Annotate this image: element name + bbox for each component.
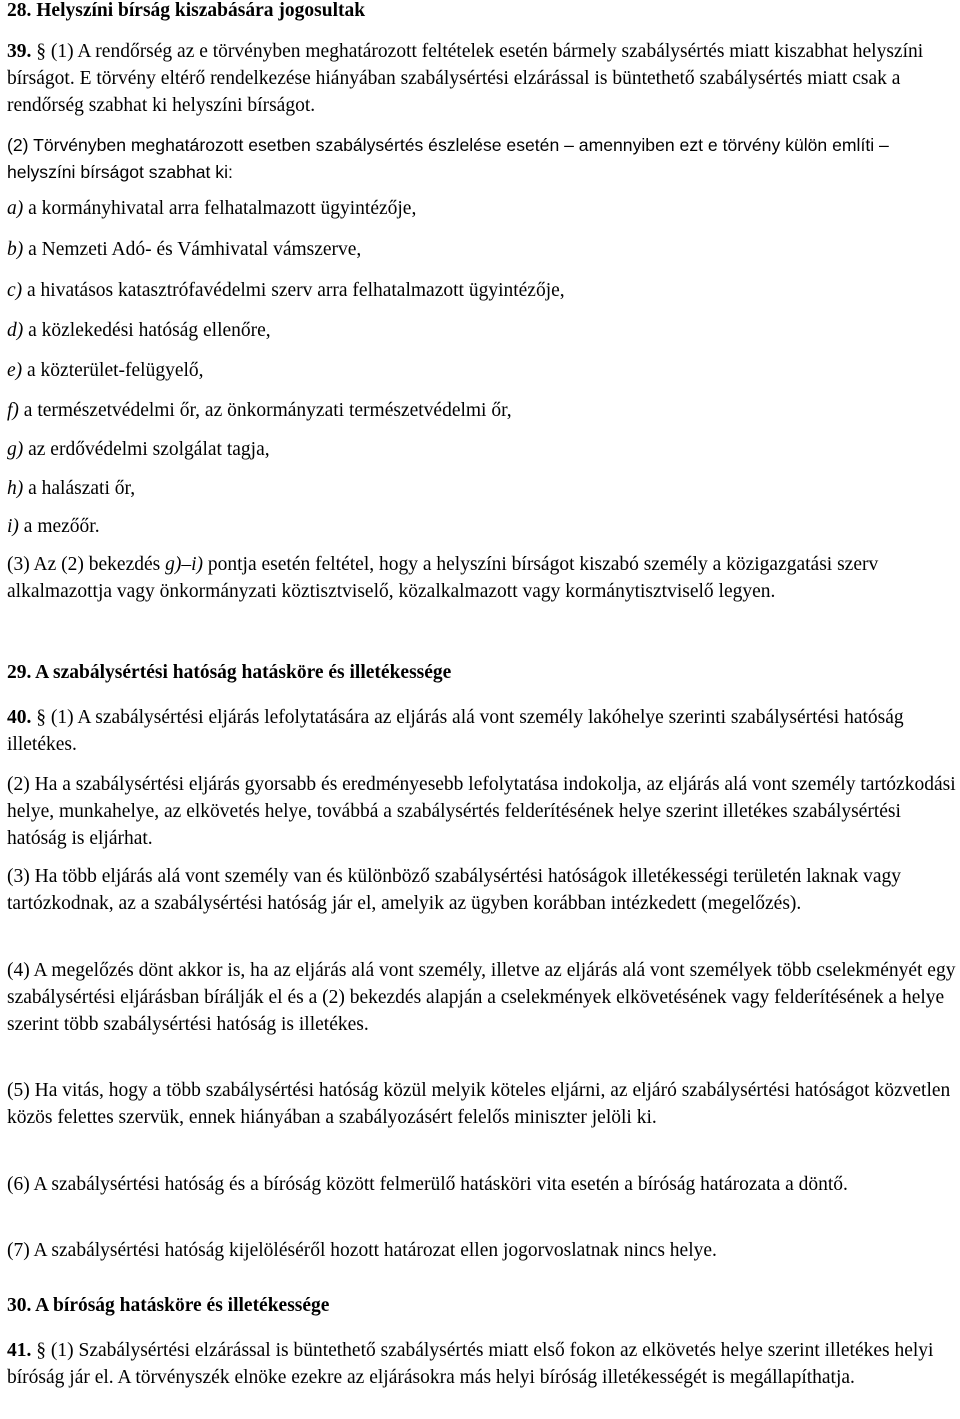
paragraph-39-1 xyxy=(7,38,956,119)
point-reference: g)–i) xyxy=(165,554,204,575)
paragraph-text: (1) A szabálysértési eljárás lefolytatására az eljárás alá vont személy lakóhelye szerinti szabálysértési hatóság illetékes. xyxy=(7,707,904,755)
list-label: g) xyxy=(7,439,24,460)
list-item-i xyxy=(7,513,956,540)
list-text: a hivatásos katasztrófavédelmi szerv arra felhatalmazott ügyintézője, xyxy=(22,280,565,301)
list-text: a közlekedési hatóság ellenőre, xyxy=(23,320,271,341)
paragraph-text: (1) Szabálysértési elzárással is büntethető szabálysértés miatt első fokon az elkövetés helye szerint illetékes helyi bíróság jár el. A törvényszék elnöke ezekre az eljárásokra más helyi bíróság illetékességét is megállapíthatja. xyxy=(7,1340,934,1388)
list-text: a mezőőr. xyxy=(18,516,100,537)
paragraph-40-7: (7) A szabálysértési hatóság kijelöléséről hozott határozat ellen jogorvoslatnak nincs helye. xyxy=(7,1240,717,1261)
list-text: a természetvédelmi őr, az önkormányzati természetvédelmi őr, xyxy=(18,400,512,421)
section-sign: § xyxy=(36,41,46,62)
list-item-g xyxy=(7,436,956,463)
list-item-a xyxy=(7,195,956,222)
paragraph-40-4: (4) A megelőzés dönt akkor is, ha az eljárás alá vont személy, illetve az eljárás alá vont személyek több cselekményét egy szabálysértési eljárásban bírálják el és a (2) bekezdés alapján a cselekmények elkövetésének vagy felderítésének a helye szerint több szabálysértési hatóság is illetékes. xyxy=(7,960,956,1035)
paragraph-40-5: (5) Ha vitás, hogy a több szabálysértési hatóság közül melyik köteles eljárni, az eljáró szabálysértési hatóságot közvetlen közös felettes szervük, ennek hiányában a szabályozásért felelős miniszter jelöli ki. xyxy=(7,1080,951,1128)
paragraph-40-6: (6) A szabálysértési hatóság és a bíróság között felmerülő hatásköri vita esetén a bíróság határozata a döntő. xyxy=(7,1174,848,1195)
list-item-c xyxy=(7,277,956,304)
list-text: az erdővédelmi szolgálat tagja, xyxy=(23,439,270,460)
paragraph-text: (3) Az (2) bekezdés xyxy=(7,554,166,575)
section-number: 40. xyxy=(7,707,32,728)
list-label: e) xyxy=(7,360,23,381)
section-sign: § xyxy=(36,1340,46,1361)
paragraph-41-1 xyxy=(7,1337,956,1391)
list-label: c) xyxy=(7,280,23,301)
paragraph-40-3: (3) Ha több eljárás alá vont személy van és különböző szabálysértési hatóságok illetékességi területén laknak vagy tartózkodnak, az a szabálysértési hatóság jár el, amelyik az ügyben korábban intézkedett (megelőzés). xyxy=(7,866,901,914)
section-number: 41. xyxy=(7,1340,32,1361)
paragraph-40-1 xyxy=(7,704,956,758)
section-heading-28: 28. Helyszíni bírság kiszabására jogosultak xyxy=(7,0,366,21)
section-sign: § xyxy=(36,707,46,728)
list-text: a közterület-felügyelő, xyxy=(22,360,204,381)
section-heading-30: 30. A bíróság hatásköre és illetékessége xyxy=(7,1295,330,1316)
list-label: h) xyxy=(7,478,24,499)
paragraph-text: pontja esetén feltétel, hogy a helyszíni bírságot kiszabó személy a közigazgatási szerv alkalmazottja vagy önkormányzati köztisztviselő, közalkalmazott vagy kormánytisztviselő legyen. xyxy=(7,554,879,602)
section-heading-29: 29. A szabálysértési hatóság hatásköre és illetékessége xyxy=(7,662,452,683)
list-text: a kormányhivatal arra felhatalmazott ügyintézője, xyxy=(23,198,417,219)
list-label: i) xyxy=(7,516,19,537)
list-label: a) xyxy=(7,198,24,219)
paragraph-40-2: (2) Ha a szabálysértési eljárás gyorsabb és eredményesebb lefolytatása indokolja, az eljárás alá vont személy tartózkodási helye, munkahelye, az elkövetés helye, továbbá a szabálysértés felderítésének helye szerint illetékes szabálysértési hatóság is eljárhat. xyxy=(7,774,956,849)
list-item-h xyxy=(7,475,956,502)
list-item-b xyxy=(7,236,956,263)
section-number: 39. xyxy=(7,41,32,62)
list-label: f) xyxy=(7,400,19,421)
paragraph-text: (1) A rendőrség az e törvényben meghatározott feltételek esetén bármely szabálysértés miatt kiszabhat helyszíni bírságot. E törvény eltérő rendelkezése hiányában szabálysértési elzárással is büntethető szabálysértés miatt csak a rendőrség szabhat ki helyszíni bírságot. xyxy=(7,41,924,116)
paragraph-39-2: (2) Törvényben meghatározott esetben szabálysértés észlelése esetén – amennyiben ezt e törvény külön említi – helyszíni bírságot szabhat ki: xyxy=(7,135,889,182)
list-text: a halászati őr, xyxy=(23,478,136,499)
list-item-e xyxy=(7,357,956,384)
list-label: b) xyxy=(7,239,24,260)
list-label: d) xyxy=(7,320,24,341)
list-item-d xyxy=(7,317,956,344)
list-text: a Nemzeti Adó- és Vámhivatal vámszerve, xyxy=(23,239,362,260)
list-item-f xyxy=(7,397,956,424)
paragraph-39-3 xyxy=(7,551,956,605)
